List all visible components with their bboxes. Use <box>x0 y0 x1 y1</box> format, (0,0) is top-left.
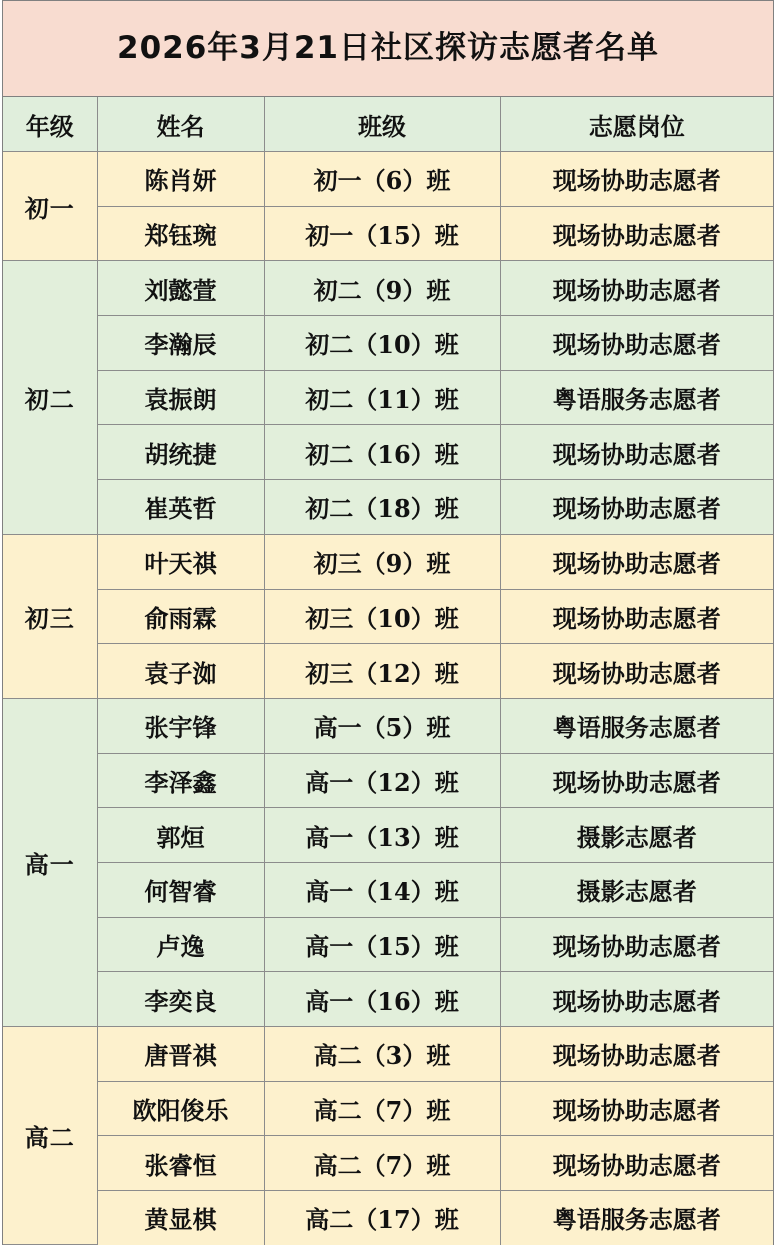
table-row <box>3 370 773 425</box>
post-cell: 粤语服务志愿者 <box>500 370 773 425</box>
header-name: 姓名 <box>97 97 264 152</box>
class-cell: 初三（12）班 <box>264 644 500 699</box>
table-row <box>3 808 773 863</box>
post-cell: 现场协助志愿者 <box>500 316 773 371</box>
volunteer-list-sheet <box>2 0 774 1245</box>
class-cell: 高一（16）班 <box>264 972 500 1027</box>
class-cell: 初二（11）班 <box>264 370 500 425</box>
volunteer-table <box>3 97 773 1245</box>
table-row <box>3 862 773 917</box>
class-cell: 高二（7）班 <box>264 1136 500 1191</box>
table-row <box>3 316 773 371</box>
post-cell: 现场协助志愿者 <box>500 261 773 316</box>
table-row <box>3 480 773 535</box>
name-cell: 郭烜 <box>97 808 264 863</box>
post-cell: 现场协助志愿者 <box>500 753 773 808</box>
table-row <box>3 917 773 972</box>
name-cell: 刘懿萱 <box>97 261 264 316</box>
post-cell: 现场协助志愿者 <box>500 1081 773 1136</box>
header-class: 班级 <box>264 97 500 152</box>
table-row <box>3 698 773 753</box>
table-row <box>3 261 773 316</box>
class-cell: 高一（14）班 <box>264 862 500 917</box>
post-cell: 现场协助志愿者 <box>500 425 773 480</box>
name-cell: 袁子洳 <box>97 644 264 699</box>
table-row <box>3 644 773 699</box>
name-cell: 袁振朗 <box>97 370 264 425</box>
class-cell: 高一（13）班 <box>264 808 500 863</box>
post-cell: 现场协助志愿者 <box>500 480 773 535</box>
table-row <box>3 152 773 207</box>
name-cell: 卢逸 <box>97 917 264 972</box>
name-cell: 崔英哲 <box>97 480 264 535</box>
class-cell: 初二（16）班 <box>264 425 500 480</box>
post-cell: 现场协助志愿者 <box>500 589 773 644</box>
table-row <box>3 534 773 589</box>
class-cell: 高一（5）班 <box>264 698 500 753</box>
grade-cell: 初三 <box>3 534 97 698</box>
table-row <box>3 1027 773 1082</box>
name-cell: 张睿恒 <box>97 1136 264 1191</box>
class-cell: 高二（7）班 <box>264 1081 500 1136</box>
name-cell: 胡统捷 <box>97 425 264 480</box>
table-row <box>3 589 773 644</box>
post-cell: 粤语服务志愿者 <box>500 698 773 753</box>
post-cell: 现场协助志愿者 <box>500 644 773 699</box>
name-cell: 张宇锋 <box>97 698 264 753</box>
table-row <box>3 206 773 261</box>
post-cell: 现场协助志愿者 <box>500 1027 773 1082</box>
table-header-row <box>3 97 773 152</box>
grade-cell: 高一 <box>3 698 97 1026</box>
post-cell: 现场协助志愿者 <box>500 1136 773 1191</box>
class-cell: 初三（10）班 <box>264 589 500 644</box>
table-row <box>3 972 773 1027</box>
page-title: 2026年3月21日社区探访志愿者名单 <box>3 1 773 97</box>
class-cell: 初一（15）班 <box>264 206 500 261</box>
class-cell: 高二（3）班 <box>264 1027 500 1082</box>
header-grade: 年级 <box>3 97 97 152</box>
post-cell: 现场协助志愿者 <box>500 917 773 972</box>
table-row <box>3 1136 773 1191</box>
grade-cell: 初一 <box>3 152 97 261</box>
post-cell: 现场协助志愿者 <box>500 972 773 1027</box>
class-cell: 初二（18）班 <box>264 480 500 535</box>
name-cell: 陈肖妍 <box>97 152 264 207</box>
name-cell: 俞雨霖 <box>97 589 264 644</box>
post-cell: 现场协助志愿者 <box>500 206 773 261</box>
class-cell: 初二（10）班 <box>264 316 500 371</box>
name-cell: 何智睿 <box>97 862 264 917</box>
grade-cell: 初二 <box>3 261 97 534</box>
table-row <box>3 425 773 480</box>
class-cell: 高一（15）班 <box>264 917 500 972</box>
grade-cell: 高二 <box>3 1027 97 1245</box>
class-cell: 初三（9）班 <box>264 534 500 589</box>
name-cell: 唐晋祺 <box>97 1027 264 1082</box>
name-cell: 李泽鑫 <box>97 753 264 808</box>
name-cell: 李奕良 <box>97 972 264 1027</box>
class-cell: 初一（6）班 <box>264 152 500 207</box>
table-row <box>3 753 773 808</box>
class-cell: 高一（12）班 <box>264 753 500 808</box>
post-cell: 摄影志愿者 <box>500 808 773 863</box>
table-row <box>3 1191 773 1245</box>
header-post: 志愿岗位 <box>500 97 773 152</box>
class-cell: 初二（9）班 <box>264 261 500 316</box>
table-row <box>3 1081 773 1136</box>
post-cell: 现场协助志愿者 <box>500 534 773 589</box>
post-cell: 粤语服务志愿者 <box>500 1191 773 1245</box>
name-cell: 李瀚辰 <box>97 316 264 371</box>
name-cell: 郑钰琬 <box>97 206 264 261</box>
class-cell: 高二（17）班 <box>264 1191 500 1245</box>
table-body <box>3 152 773 1245</box>
name-cell: 叶天祺 <box>97 534 264 589</box>
post-cell: 现场协助志愿者 <box>500 152 773 207</box>
name-cell: 黄显棋 <box>97 1191 264 1245</box>
post-cell: 摄影志愿者 <box>500 862 773 917</box>
name-cell: 欧阳俊乐 <box>97 1081 264 1136</box>
